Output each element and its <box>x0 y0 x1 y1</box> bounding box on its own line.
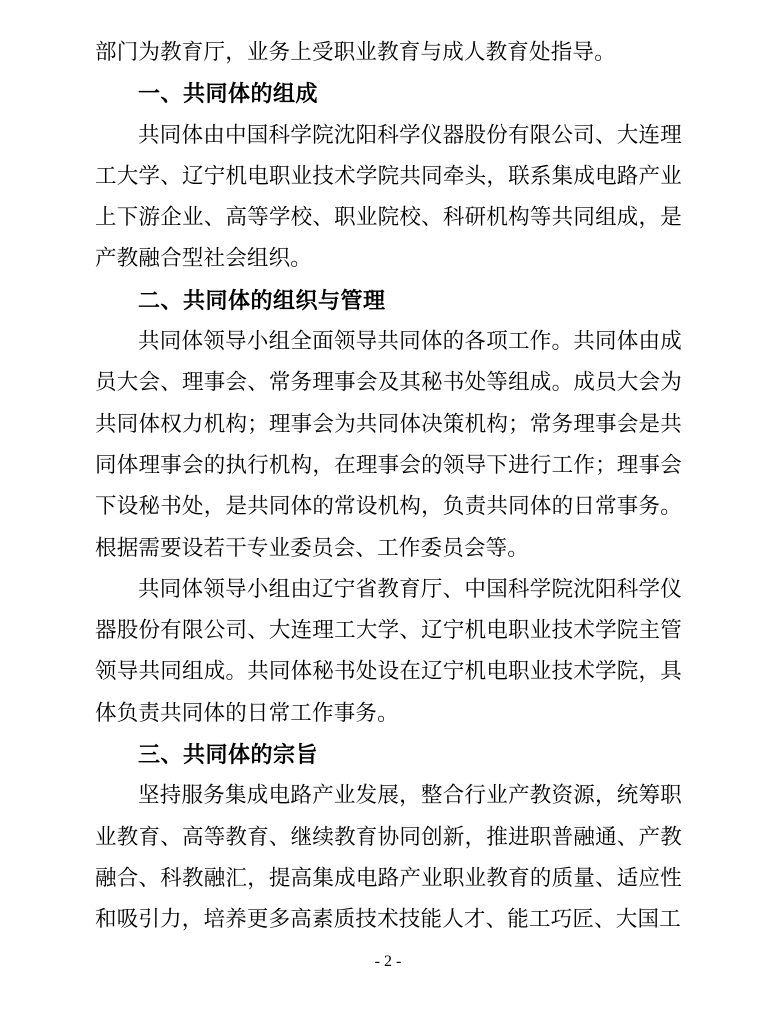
page-number: - 2 - <box>374 953 402 970</box>
section-heading-organization-management: 二、共同体的组织与管理 <box>138 287 386 313</box>
section-heading-purpose: 三、共同体的宗旨 <box>138 742 319 768</box>
paragraph-continuation: 部门为教育厅，业务上受职业教育与成人教育处指导。 <box>95 40 616 64</box>
document-body <box>95 32 682 941</box>
paragraph-purpose: 坚持服务集成电路产业发展，整合行业产教资源，统筹职业教育、高等教育、继续教育协同创新，推进职普融通、产教融合、科教融汇，提高集成电路产业职业教育的质量、适应性和吸引力，培养更多高素质技术技能人才、能工巧匠、大国工 <box>95 783 682 932</box>
paragraph-leading-group-secretariat: 共同体领导小组由辽宁省教育厅、中国科学院沈阳科学仪器股份有限公司、大连理工大学、辽宁机电职业技术学院主管领导共同组成。共同体秘书处设在辽宁机电职业技术学院，具体负责共同体的日常工作事务。 <box>95 576 682 725</box>
paragraph-leadership-structure: 共同体领导小组全面领导共同体的各项工作。共同体由成员大会、理事会、常务理事会及其秘书处等组成。成员大会为共同体权力机构；理事会为共同体决策机构；常务理事会是共同体理事会的执行机构，在理事会的领导下进行工作；理事会下设秘书处，是共同体的常设机构，负责共同体的日常事务。根据需要设若干专业委员会、工作委员会等。 <box>95 329 682 560</box>
paragraph-composition: 共同体由中国科学院沈阳科学仪器股份有限公司、大连理工大学、辽宁机电职业技术学院共同牵头，联系集成电路产业上下游企业、高等学校、职业院校、科研机构等共同组成，是产教融合型社会组织。 <box>95 122 682 271</box>
section-heading-composition: 一、共同体的组成 <box>138 81 319 107</box>
